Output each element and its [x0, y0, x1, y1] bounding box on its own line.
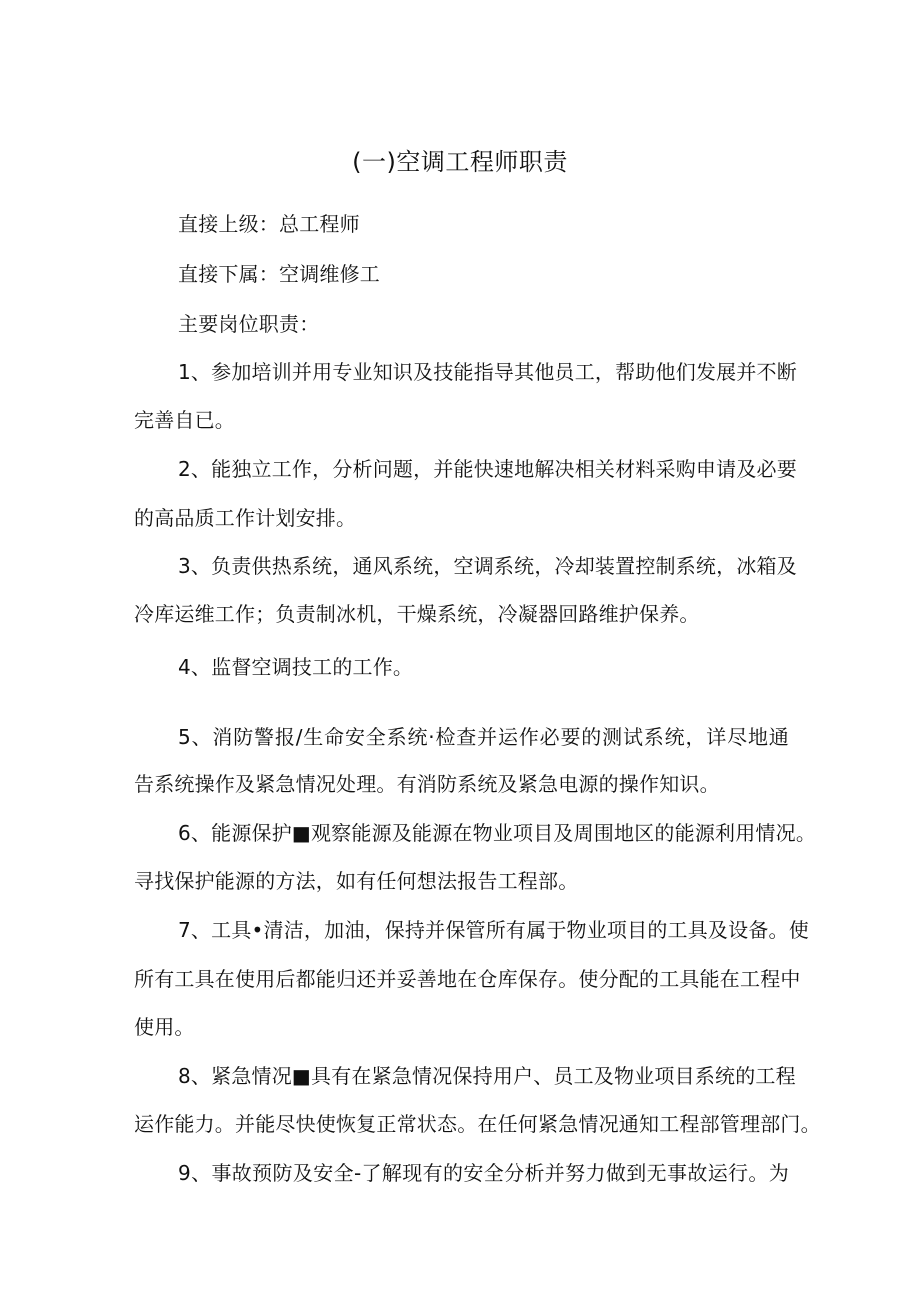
duty-5-line-1: 5、消防警报/生命安全系统·检查并运作必要的测试系统，详尽地通: [178, 725, 789, 749]
duty-1-line-2: 完善自已。: [134, 408, 235, 432]
duty-2-line-1: 2、能独立工作，分析问题，并能快速地解决相关材料采购申请及必要: [178, 457, 797, 481]
duty-7-line-3: 使用。: [134, 1015, 195, 1039]
duty-6-line-1: 6、能源保护■观察能源及能源在物业项目及周围地区的能源利用情况。: [178, 821, 817, 845]
page-title: (一)空调工程师职责: [352, 148, 568, 176]
duty-9-line-1: 9、事故预防及安全-了解现有的安全分析并努力做到无事故运行。为: [178, 1161, 789, 1185]
duties-heading: 主要岗位职责：: [178, 312, 320, 336]
duty-6-line-2: 寻找保护能源的方法，如有任何想法报告工程部。: [134, 869, 579, 893]
duty-7-line-1: 7、工具•清洁，加油，保持并保管所有属于物业项目的工具及设备。使: [178, 918, 809, 942]
subordinate-line: 直接下属：空调维修工: [178, 262, 380, 286]
duty-4-line-1: 4、监督空调技工的工作。: [178, 655, 414, 679]
duty-8-line-1: 8、紧急情况■具有在紧急情况保持用户、员工及物业项目系统的工程: [178, 1064, 796, 1088]
duty-1-line-1: 1、参加培训并用专业知识及技能指导其他员工，帮助他们发展并不断: [178, 360, 797, 384]
duty-3-line-1: 3、负责供热系统，通风系统，空调系统，冷却装置控制系统，冰箱及: [178, 554, 797, 578]
duty-8-line-2: 运作能力。并能尽快使恢复正常状态。在任何紧急情况通知工程部管理部门。: [134, 1112, 821, 1136]
duty-7-line-2: 所有工具在使用后都能归还并妥善地在仓库保存。使分配的工具能在工程中: [134, 967, 801, 991]
supervisor-line: 直接上级：总工程师: [178, 212, 360, 236]
duty-5-line-2: 告系统操作及紧急情况处理。有消防系统及紧急电源的操作知识。: [134, 772, 720, 796]
duty-3-line-2: 冷库运维工作；负责制冰机，干燥系统，冷凝器回路维护保养。: [134, 602, 700, 626]
duty-2-line-2: 的高品质工作计划安排。: [134, 506, 357, 530]
